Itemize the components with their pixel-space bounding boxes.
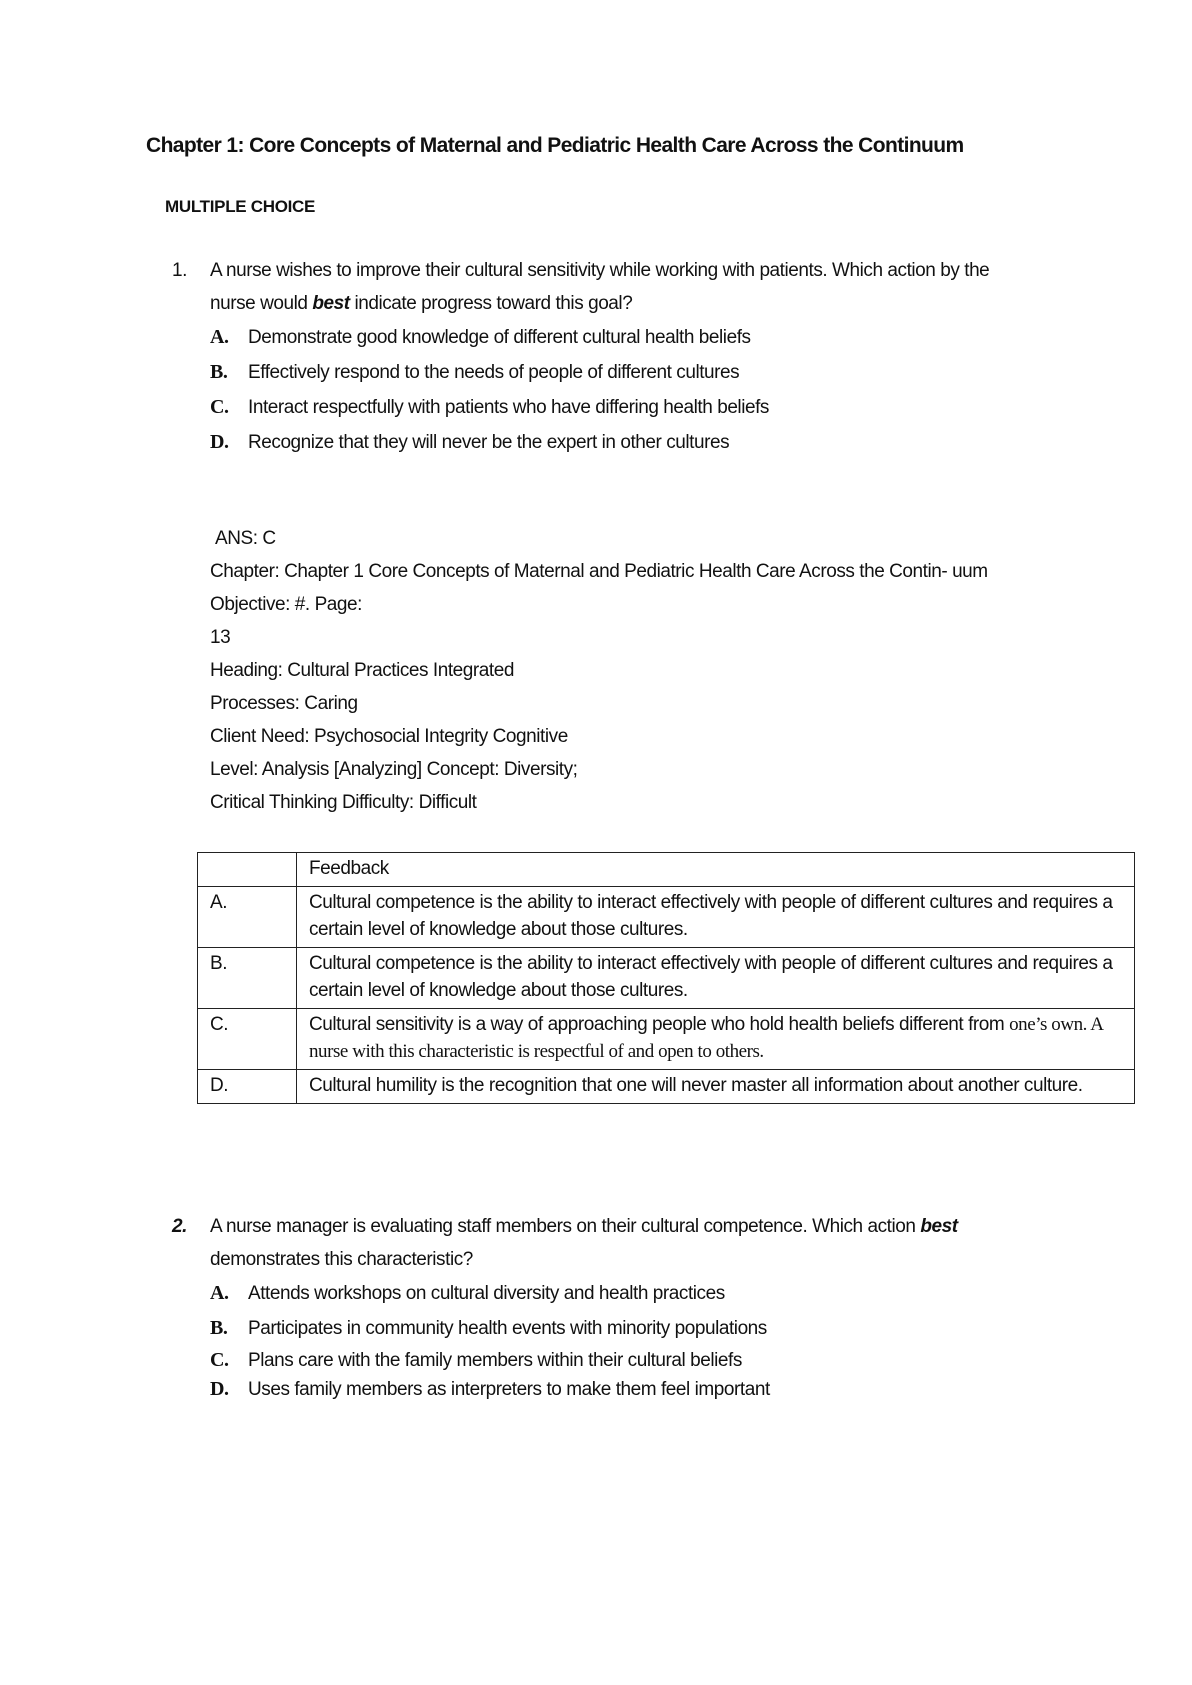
- feedback-row-text: [297, 1009, 1135, 1070]
- feedback-row-text: Cultural competence is the ability to interact effectively with people of different cultures and requires a certain level of knowledge about those cultures.: [297, 948, 1135, 1009]
- question-2-emphasis: best: [920, 1216, 958, 1237]
- section-heading: MULTIPLE CHOICE: [165, 197, 316, 216]
- feedback-table-header-row: [198, 853, 1135, 887]
- chapter-title: Chapter 1: Core Concepts of Maternal and Pediatric Health Care Across the Continuum: [146, 134, 964, 157]
- question-1-number: 1.: [172, 260, 187, 281]
- answer-heading: Heading: Cultural Practices Integrated: [210, 660, 514, 681]
- answer-objective: Objective: #. Page:: [210, 594, 362, 615]
- question-1-stem-before: nurse would: [210, 293, 313, 314]
- answer-level: Level: Analysis [Analyzing] Concept: Diversity;: [210, 759, 578, 780]
- option-text: Participates in community health events with minority populations: [248, 1318, 767, 1339]
- answer-client-need: Client Need: Psychosocial Integrity Cognitive: [210, 726, 568, 747]
- answer-critical-thinking: Critical Thinking Difficulty: Difficult: [210, 792, 477, 813]
- feedback-table: [197, 852, 1135, 1104]
- option-letter: D.: [210, 431, 229, 453]
- question-1-stem-text: A nurse wishes to improve their cultural sensitivity while working with patients. Which action by the: [210, 260, 990, 281]
- option-letter: C.: [210, 1349, 229, 1371]
- question-2-number: 2.: [172, 1216, 187, 1237]
- option-letter: B.: [210, 1317, 228, 1339]
- option-letter: D.: [210, 1378, 229, 1400]
- question-2-stem-line-2: demonstrates this characteristic?: [210, 1249, 473, 1270]
- answer-page: 13: [210, 627, 231, 648]
- question-2-stem-line-1: [172, 1210, 1132, 1243]
- table-row: [198, 887, 1135, 948]
- feedback-row-letter: D.: [198, 1070, 297, 1104]
- option-text: Attends workshops on cultural diversity and health practices: [248, 1283, 725, 1304]
- question-1-options: [172, 320, 1132, 460]
- option-letter: C.: [210, 396, 229, 418]
- answer-key: ANS: C: [215, 528, 276, 549]
- question-1-stem-line-1: [172, 254, 1132, 287]
- question-2-stem-before: A nurse manager is evaluating staff members on their cultural competence. Which action: [210, 1216, 921, 1237]
- table-row: [198, 1009, 1135, 1070]
- question-1-stem-after: indicate progress toward this goal?: [349, 293, 633, 314]
- question-2-option-c: [210, 1346, 1132, 1375]
- question-1-option-b: [210, 355, 1132, 390]
- question-1-emphasis: best: [312, 293, 350, 314]
- option-text: Effectively respond to the needs of people of different cultures: [248, 362, 740, 383]
- table-row: [198, 1070, 1135, 1104]
- option-text: Demonstrate good knowledge of different cultural health beliefs: [248, 327, 751, 348]
- question-1-option-d: [210, 425, 1132, 460]
- question-2-option-a: [210, 1276, 1132, 1311]
- feedback-header: Feedback: [297, 853, 1135, 887]
- feedback-row-letter: A.: [198, 887, 297, 948]
- option-letter: A.: [210, 1282, 229, 1304]
- question-2-option-d: [210, 1375, 1132, 1404]
- feedback-header-blank: [198, 853, 297, 887]
- option-text: Interact respectfully with patients who have differing health beliefs: [248, 397, 769, 418]
- feedback-row-text-part-2: one’s own. A nurse with this characteristic is respectful of and open to others.: [309, 1014, 1103, 1062]
- option-text: Recognize that they will never be the expert in other cultures: [248, 432, 730, 453]
- feedback-row-text: Cultural humility is the recognition that one will never master all information about another culture.: [297, 1070, 1135, 1104]
- feedback-row-letter: B.: [198, 948, 297, 1009]
- question-1: [172, 254, 1132, 460]
- question-2: [172, 1210, 1132, 1404]
- feedback-row-letter: C.: [198, 1009, 297, 1070]
- option-letter: B.: [210, 361, 228, 383]
- question-1-option-a: [210, 320, 1132, 355]
- question-2-options: [172, 1276, 1132, 1404]
- option-text: Plans care with the family members within their cultural beliefs: [248, 1350, 742, 1371]
- question-1-stem-line-2: [172, 287, 1132, 320]
- feedback-row-text: Cultural competence is the ability to interact effectively with people of different cultures and requires a certain level of knowledge about those cultures.: [297, 887, 1135, 948]
- option-text: Uses family members as interpreters to make them feel important: [248, 1379, 770, 1400]
- feedback-row-text-part-1: Cultural sensitivity is a way of approaching people who hold health beliefs different from: [309, 1014, 1010, 1035]
- question-1-option-c: [210, 390, 1132, 425]
- answer-chapter: Chapter: Chapter 1 Core Concepts of Maternal and Pediatric Health Care Across the Contin- uum: [210, 561, 988, 582]
- question-2-option-b: [210, 1311, 1132, 1346]
- option-letter: A.: [210, 326, 229, 348]
- answer-1-metadata: [210, 522, 988, 819]
- answer-processes: Processes: Caring: [210, 693, 358, 714]
- table-row: [198, 948, 1135, 1009]
